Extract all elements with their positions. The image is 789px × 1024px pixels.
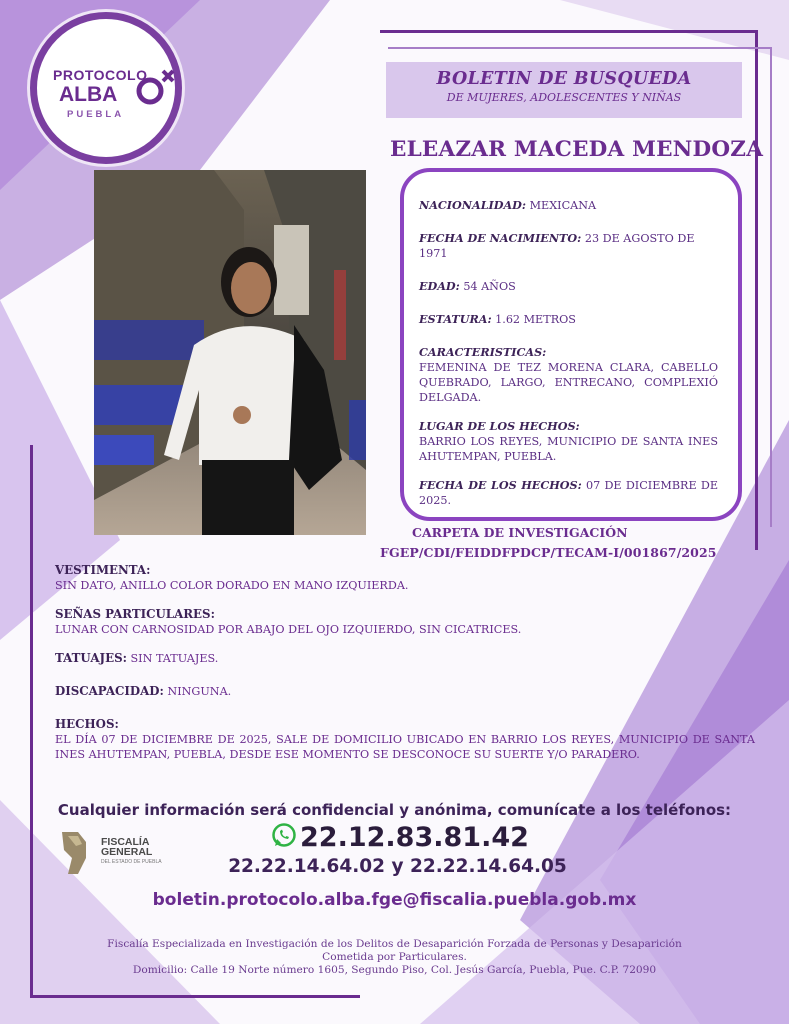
nationality-label: NACIONALIDAD: [419, 198, 527, 212]
tattoos-value: SIN TATUAJES. [130, 652, 219, 665]
whatsapp-icon [271, 822, 297, 848]
clothing-label: VESTIMENTA: [55, 563, 151, 577]
person-photo [94, 170, 366, 535]
logo-line2: ALBA [59, 83, 118, 106]
birth-row [419, 231, 718, 261]
frame-line-top [380, 30, 758, 33]
traits-row [419, 345, 718, 405]
carpeta-label: CARPETA DE INVESTIGACIÓN [412, 525, 628, 540]
date-label: FECHA DE LOS HECHOS: [419, 478, 582, 492]
whatsapp-number[interactable] [300, 822, 529, 853]
fiscalia-logo [56, 826, 186, 882]
traits-value: FEMENINA DE TEZ MORENA CLARA, CABELLO QUEBRADO, LARGO, ENTRECANO, COMPLEXIÓ DELGADA. [419, 361, 718, 404]
fiscalia-line3: DEL ESTADO DE PUEBLA [101, 859, 162, 865]
protocolo-alba-logo [30, 12, 182, 164]
disability-label: DISCAPACIDAD: [55, 684, 164, 698]
nationality-value: MEXICANA [529, 199, 597, 212]
facts-row [55, 717, 755, 762]
fiscalia-emblem-icon [56, 828, 96, 878]
disability-value: NINGUNA. [167, 685, 232, 698]
nationality-row [419, 198, 718, 213]
contact-heading: Cualquier información será confidencial y anónima, comunícate a los teléfonos: [57, 801, 732, 819]
age-value: 54 AÑOS [463, 280, 516, 293]
bulletin-header [386, 62, 742, 118]
fiscalia-line1: FISCALÍA [101, 836, 150, 848]
fiscalia-line2: GENERAL [101, 846, 153, 858]
footer-line1: Fiscalía Especializada en Investigación de los Delitos de Desaparición Forzada de Personas y Desaparición [107, 938, 682, 950]
carpeta-investigacion [380, 525, 780, 560]
footer [0, 938, 789, 977]
clothing-row [55, 563, 755, 593]
frame-line-right [755, 30, 758, 550]
facts-value: EL DÍA 07 DE DICIEMBRE DE 2025, SALE DE DOMICILIO UBICADO EN BARRIO LOS REYES, MUNICIPIO DE SANTA INES AHUTEMPAN, PUEBLA, DESDE ESE MOMENTO SE DESCONOCE SU SUERTE Y/O PARADERO. [55, 733, 755, 761]
person-photo-image [94, 170, 366, 535]
bulletin-subtitle: DE MUJERES, ADOLESCENTES Y NIÑAS [446, 91, 682, 104]
date-row [419, 478, 718, 508]
birth-value: 23 DE AGOSTO DE 1971 [419, 232, 695, 260]
age-row [419, 279, 718, 294]
marks-label: SEÑAS PARTICULARES: [55, 607, 215, 621]
whatsapp-number-text[interactable]: 22.12.83.81.42 [300, 822, 529, 853]
frame-line-mid-right [770, 47, 772, 527]
bulletin-title: BOLETIN DE BUSQUEDA [436, 69, 692, 89]
place-label: LUGAR DE LOS HECHOS: [419, 419, 580, 433]
phone-numbers[interactable]: 22.22.14.64.02 y 22.22.14.64.05 [228, 856, 567, 877]
facts-label: HECHOS: [55, 717, 119, 731]
frame-line-bottom [30, 995, 360, 998]
person-name: ELEAZAR MACEDA MENDOZA [390, 137, 764, 162]
birth-label: FECHA DE NACIMIENTO: [419, 231, 582, 245]
carpeta-number: FGEP/CDI/FEIDDFPDCP/TECAM-I/001867/2025 [380, 545, 717, 560]
traits-label: CARACTERISTICAS: [419, 345, 547, 359]
footer-line2: Cometida por Particulares. [322, 951, 467, 963]
tattoos-label: TATUAJES: [55, 651, 127, 665]
email-link[interactable]: boletin.protocolo.alba.fge@fiscalia.puebla.gob.mx [152, 890, 637, 910]
logo-line1: PROTOCOLO [53, 67, 148, 83]
info-card [400, 168, 742, 521]
tattoos-row [55, 651, 755, 666]
disability-row [55, 684, 755, 699]
marks-row [55, 607, 755, 637]
details-section [55, 563, 755, 776]
date-value: 07 DE DICIEMBRE DE 2025. [419, 479, 718, 507]
frame-line-mid [388, 47, 771, 49]
height-value: 1.62 METROS [495, 313, 576, 326]
marks-value: LUNAR CON CARNOSIDAD POR ABAJO DEL OJO IZQUIERDO, SIN CICATRICES. [55, 623, 522, 636]
place-value: BARRIO LOS REYES, MUNICIPIO DE SANTA INES AHUTEMPAN, PUEBLA. [419, 435, 718, 463]
height-label: ESTATURA: [419, 312, 492, 326]
frame-line-left-bottom [30, 445, 33, 995]
logo-line3: PUEBLA [67, 109, 125, 120]
place-row [419, 419, 718, 464]
clothing-value: SIN DATO, ANILLO COLOR DORADO EN MANO IZQUIERDA. [55, 579, 409, 592]
female-symbol-icon [135, 67, 179, 111]
footer-line3: Domicilio: Calle 19 Norte número 1605, Segundo Piso, Col. Jesús García, Puebla, Pue. C.P. 72090 [132, 964, 657, 976]
age-label: EDAD: [419, 279, 460, 293]
height-row [419, 312, 718, 327]
fiscalia-text [101, 837, 152, 857]
